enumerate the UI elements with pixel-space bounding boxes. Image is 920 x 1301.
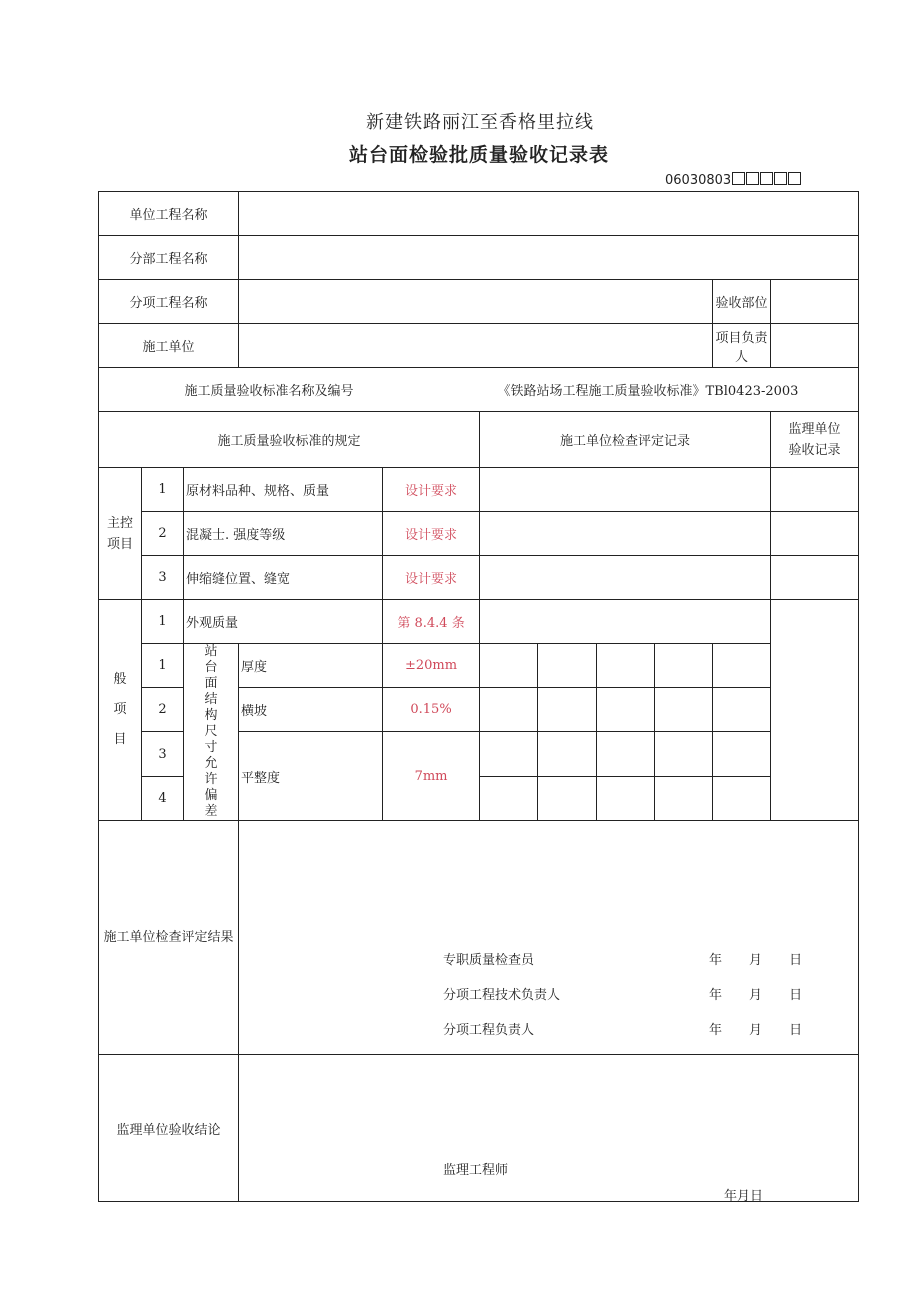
code-box[interactable] xyxy=(760,172,773,185)
item-name: 横坡 xyxy=(239,688,383,732)
item-name: 厚度 xyxy=(239,644,383,688)
tolerance-group-char: 偏 xyxy=(204,788,218,803)
measure-cell[interactable] xyxy=(538,777,597,821)
signer-date: 年 月 日 xyxy=(709,1023,803,1038)
tolerance-group-char: 结 xyxy=(204,692,218,707)
row-construction-unit xyxy=(99,324,859,368)
signer-date: 年 月 日 xyxy=(709,988,803,1003)
supervision-engineer-label: 监理工程师 xyxy=(443,1163,509,1178)
form-code-number: 06030803 xyxy=(665,173,732,188)
tolerance-group-char: 面 xyxy=(204,676,218,691)
item-name: 混凝士. 强度等级 xyxy=(184,512,383,556)
tolerance-group-char: 构 xyxy=(204,708,218,723)
tolerance-group-char: 许 xyxy=(204,772,218,787)
code-box[interactable] xyxy=(732,172,745,185)
main-control-label-line2: 项目 xyxy=(106,536,133,552)
main-control-label-line1: 主控 xyxy=(106,515,133,531)
document-subtitle: 新建铁路丽江至香格里拉线 xyxy=(366,112,594,133)
item-number: 1 xyxy=(142,600,184,644)
measure-cell[interactable] xyxy=(597,777,655,821)
main-control-row xyxy=(99,556,859,600)
tolerance-group-label xyxy=(184,644,239,821)
standard-name-label: 施工质量验收标准名称及编号 xyxy=(184,384,354,399)
measure-cell[interactable] xyxy=(713,732,771,777)
supervision-result-label: 监理单位验收结论 xyxy=(99,1055,239,1202)
code-box[interactable] xyxy=(788,172,801,185)
supervision-record-cell[interactable] xyxy=(771,556,859,600)
general-row xyxy=(99,600,859,644)
standard-name-value: 《铁路站场工程施工质量验收标准》TBl0423-2003 xyxy=(497,384,799,399)
supervision-result-cell[interactable] xyxy=(239,1055,859,1202)
row-standard xyxy=(99,368,859,412)
supervision-record-cell[interactable] xyxy=(771,600,859,821)
check-record-cell[interactable] xyxy=(480,600,771,644)
signer-subitem-leader: 分项工程负责人 xyxy=(443,1023,535,1038)
tolerance-group-char: 允 xyxy=(204,756,218,771)
standard-cell xyxy=(99,368,859,412)
measure-cell[interactable] xyxy=(538,688,597,732)
main-control-row xyxy=(99,468,859,512)
item-number: 2 xyxy=(142,512,184,556)
tolerance-group-char: 寸 xyxy=(204,740,218,755)
acceptance-part-label: 验收部位 xyxy=(713,280,771,324)
general-label-char: 般 xyxy=(113,672,127,687)
tolerance-group-char: 差 xyxy=(204,804,218,819)
measure-cell[interactable] xyxy=(655,777,713,821)
measure-cell[interactable] xyxy=(713,644,771,688)
standard-rules-header: 施工质量验收标准的规定 xyxy=(99,412,480,468)
acceptance-part-value[interactable] xyxy=(771,280,859,324)
measure-cell[interactable] xyxy=(597,732,655,777)
item-name: 平整度 xyxy=(239,732,383,821)
form-code xyxy=(665,172,801,188)
subitem-project-value[interactable] xyxy=(239,280,713,324)
unit-project-value[interactable] xyxy=(239,192,859,236)
measure-cell[interactable] xyxy=(480,688,538,732)
tolerance-group-char: 站 xyxy=(204,644,218,659)
row-unit-project xyxy=(99,192,859,236)
construction-result-row xyxy=(99,821,859,1055)
unit-project-label: 单位工程名称 xyxy=(99,192,239,236)
measure-cell[interactable] xyxy=(480,644,538,688)
measure-cell[interactable] xyxy=(480,777,538,821)
code-box[interactable] xyxy=(774,172,787,185)
construction-result-label: 施工单位检查评定结果 xyxy=(99,821,239,1055)
measure-cell[interactable] xyxy=(538,644,597,688)
supervision-date-label: 年月日 xyxy=(724,1189,764,1204)
item-requirement: 第 8.4.4 条 xyxy=(383,600,480,644)
measure-cell[interactable] xyxy=(713,777,771,821)
supervision-record-header xyxy=(771,412,859,468)
construction-check-header: 施工单位检查评定记录 xyxy=(480,412,771,468)
item-number: 1 xyxy=(142,644,184,688)
item-requirement: 设计要求 xyxy=(383,556,480,600)
item-name: 伸缩缝位置、缝宽 xyxy=(184,556,383,600)
supervision-record-cell[interactable] xyxy=(771,468,859,512)
signer-date: 年 月 日 xyxy=(709,953,803,968)
main-control-row xyxy=(99,512,859,556)
acceptance-record-table xyxy=(98,191,859,1202)
document-title: 站台面检验批质量验收记录表 xyxy=(348,144,609,166)
measure-cell[interactable] xyxy=(597,688,655,732)
check-record-cell[interactable] xyxy=(480,512,771,556)
measure-cell[interactable] xyxy=(480,732,538,777)
measure-cell[interactable] xyxy=(713,688,771,732)
measure-cell[interactable] xyxy=(655,644,713,688)
item-requirement: ±20mm xyxy=(383,644,480,688)
tolerance-group-char: 尺 xyxy=(204,724,218,739)
general-label-char: 项 xyxy=(113,702,127,717)
item-requirement: 设计要求 xyxy=(383,512,480,556)
check-record-cell[interactable] xyxy=(480,556,771,600)
item-number: 3 xyxy=(142,556,184,600)
general-label-char: 目 xyxy=(113,732,127,747)
construction-unit-value[interactable] xyxy=(239,324,713,368)
tolerance-group-char: 台 xyxy=(204,660,218,675)
construction-result-cell[interactable] xyxy=(239,821,859,1055)
code-box[interactable] xyxy=(746,172,759,185)
measure-cell[interactable] xyxy=(538,732,597,777)
tolerance-row xyxy=(99,644,859,688)
general-label xyxy=(99,600,142,821)
item-requirement: 0.15% xyxy=(383,688,480,732)
supervision-header-line1: 监理单位 xyxy=(788,421,841,437)
row-subitem-project xyxy=(99,280,859,324)
supervision-record-cell[interactable] xyxy=(771,512,859,556)
item-number: 1 xyxy=(142,468,184,512)
measure-cell[interactable] xyxy=(655,688,713,732)
measure-cell[interactable] xyxy=(655,732,713,777)
supervision-header-line2: 验收记录 xyxy=(788,442,841,458)
project-leader-label: 项目负责人 xyxy=(713,324,771,368)
subitem-project-label: 分项工程名称 xyxy=(99,280,239,324)
division-project-label: 分部工程名称 xyxy=(99,236,239,280)
supervision-result-row xyxy=(99,1055,859,1202)
item-number: 3 xyxy=(142,732,184,777)
check-record-cell[interactable] xyxy=(480,468,771,512)
item-number: 2 xyxy=(142,688,184,732)
row-division-project xyxy=(99,236,859,280)
construction-unit-label: 施工单位 xyxy=(99,324,239,368)
item-name: 原材料品种、规格、质量 xyxy=(184,468,383,512)
signer-technical-leader: 分项工程技术负责人 xyxy=(443,988,561,1003)
measure-cell[interactable] xyxy=(597,644,655,688)
item-requirement: 7mm xyxy=(383,732,480,821)
item-number: 4 xyxy=(142,777,184,821)
item-name: 外观质量 xyxy=(184,600,383,644)
division-project-value[interactable] xyxy=(239,236,859,280)
main-control-label xyxy=(99,468,142,600)
project-leader-value[interactable] xyxy=(771,324,859,368)
row-column-headers xyxy=(99,412,859,468)
item-requirement: 设计要求 xyxy=(383,468,480,512)
signer-quality-inspector: 专职质量检查员 xyxy=(443,953,535,968)
